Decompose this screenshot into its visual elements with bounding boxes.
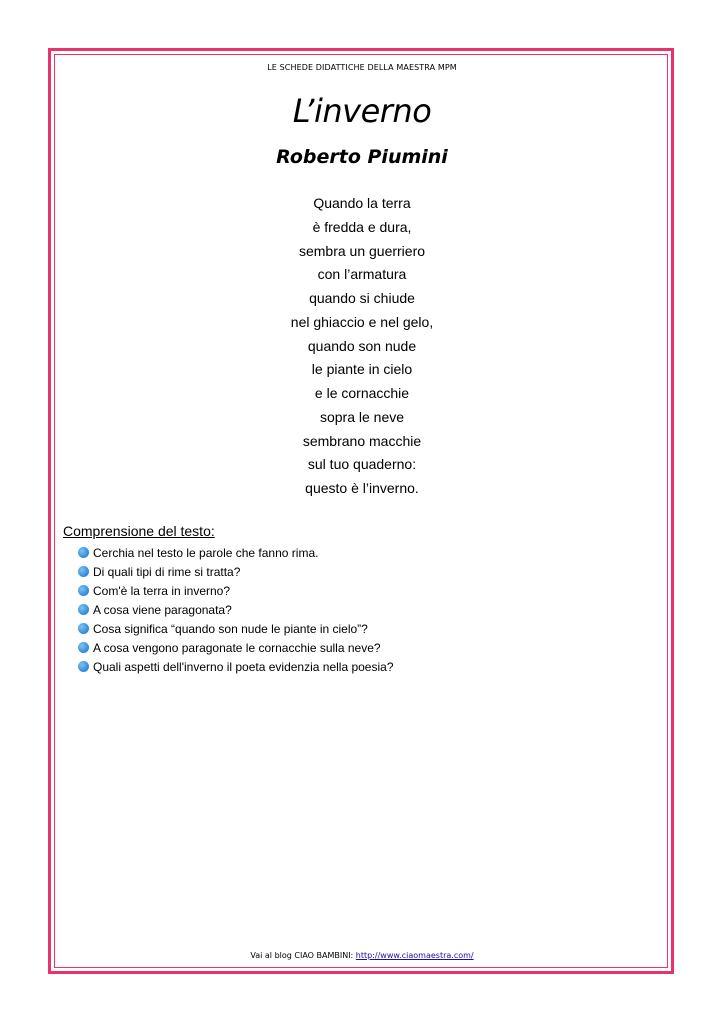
- poem-line: e le cornacchie: [314, 385, 410, 401]
- question-text: Quali aspetti dell'inverno il poeta evidenzia nella poesia?: [93, 659, 394, 674]
- poem-line: quando si chiude: [309, 290, 415, 306]
- question-text: Di quali tipi di rime si tratta?: [93, 564, 241, 579]
- header-note: LE SCHEDE DIDATTICHE DELLA MAESTRA MPM: [267, 63, 457, 72]
- poem-title: L’inverno: [292, 92, 432, 130]
- question-item: [78, 619, 394, 638]
- question-item: [78, 600, 394, 619]
- question-item: [78, 543, 394, 562]
- poem-line: le piante in cielo: [311, 361, 413, 378]
- question-text: Com'è la terra in inverno?: [93, 583, 231, 598]
- question-item: [78, 562, 394, 581]
- poem-line: sembrano macchie: [302, 432, 422, 449]
- question-list: [78, 543, 394, 676]
- blue-circle-bullet-icon: [78, 585, 89, 596]
- blue-circle-bullet-icon: [78, 547, 89, 558]
- comprehension-heading: Comprensione del testo:: [63, 523, 215, 539]
- poem-line: con l’armatura: [317, 266, 407, 283]
- footer: [0, 951, 724, 960]
- question-text: Cerchia nel testo le parole che fanno rima.: [93, 545, 319, 560]
- poem-line: è fredda e dura,: [312, 218, 412, 235]
- question-item: [78, 657, 394, 676]
- blue-circle-bullet-icon: [78, 623, 89, 634]
- footer-text: Vai al blog CIAO BAMBINI:: [250, 951, 356, 960]
- question-text: A cosa viene paragonata?: [93, 602, 232, 617]
- blue-circle-bullet-icon: [78, 604, 89, 615]
- question-text: Cosa significa “quando son nude le piante in cielo”?: [93, 621, 368, 636]
- question-item: [78, 638, 394, 657]
- poem-line: sul tuo quaderno:: [307, 456, 417, 473]
- poem-line: nel ghiaccio e nel gelo,: [290, 313, 434, 330]
- blog-link[interactable]: http://www.ciaomaestra.com/: [355, 951, 474, 960]
- blue-circle-bullet-icon: [78, 642, 89, 653]
- poem-line: sopra le neve: [319, 408, 405, 425]
- poem-verses: [0, 193, 724, 502]
- question-text: A cosa vengono paragonate le cornacchie sulla neve?: [93, 640, 381, 655]
- page-border-inner: [54, 54, 668, 968]
- poem-line: sembra un guerriero: [298, 242, 426, 259]
- poem-line: Quando la terra: [313, 195, 411, 211]
- poem-line: quando son nude: [307, 337, 417, 354]
- poem-line: questo è l’inverno.: [305, 480, 419, 496]
- question-item: [78, 581, 394, 600]
- poem-author: Roberto Piumini: [276, 146, 448, 168]
- blue-circle-bullet-icon: [78, 661, 89, 672]
- blue-circle-bullet-icon: [78, 566, 89, 577]
